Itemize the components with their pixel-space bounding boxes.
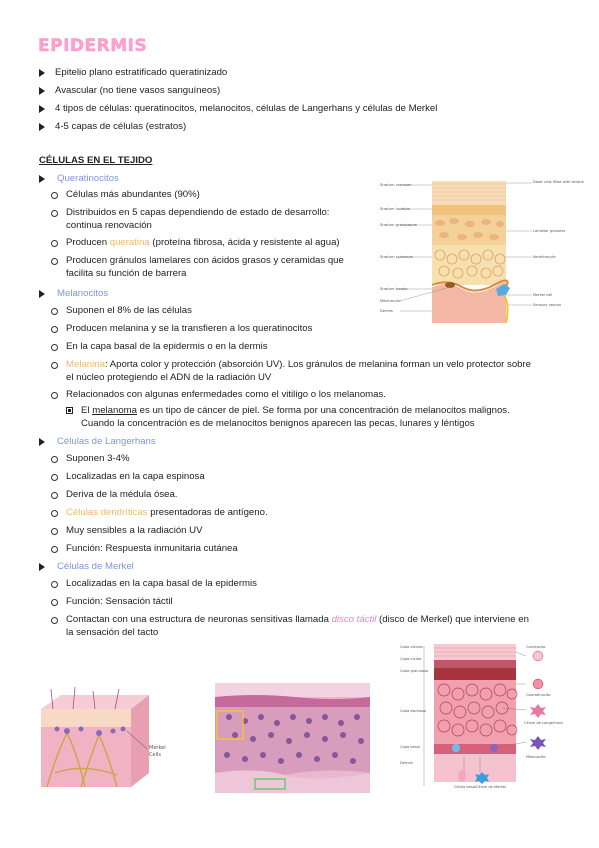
- list-item: Localizadas en la capa espinosa: [66, 471, 205, 482]
- list-item: [66, 507, 268, 519]
- text-run: : Aporta color y protección (absorción UV). Los gránulos de melanina forman un velo protector sobre: [104, 359, 532, 370]
- arrow-bullet-icon: [39, 175, 45, 183]
- circle-bullet-icon: [51, 210, 58, 217]
- fig1-label: Lamellar granules: [533, 229, 566, 233]
- arrow-bullet-icon: [39, 563, 45, 571]
- merkel-cells-figure: [37, 683, 192, 793]
- highlight-disco-tactil: disco táctil: [331, 614, 377, 625]
- section-heading: CÉLULAS EN EL TEJIDO: [39, 155, 153, 166]
- arrow-bullet-icon: [39, 438, 45, 446]
- fig4-label: Célula basal: [454, 785, 476, 789]
- fig1-label: Stratum corneum: [380, 183, 412, 187]
- circle-bullet-icon: [51, 192, 58, 199]
- circle-bullet-icon: [51, 474, 58, 481]
- circle-bullet-icon: [51, 258, 58, 265]
- circle-bullet-icon: [51, 344, 58, 351]
- arrow-bullet-icon: [39, 105, 45, 113]
- circle-bullet-icon: [51, 528, 58, 535]
- fig4-label: Célula de Langerhans: [524, 721, 563, 725]
- fig4-label: Capa lúcida: [400, 657, 422, 661]
- list-item: Producen melanina y se la transfieren a los queratinocitos: [66, 323, 313, 334]
- highlight-celulas-dendriticas: Células dendríticas: [66, 507, 148, 518]
- fig4-label: Capa granulosa: [400, 669, 429, 673]
- highlight-melanina: Melanina: [66, 359, 105, 370]
- fig4-label: Célula de Merkel: [476, 785, 506, 789]
- epidermis-layers-figure: [378, 177, 584, 323]
- fig4-label: Capa basal: [400, 745, 420, 749]
- list-item: Suponen 3-4%: [66, 453, 130, 464]
- fig4-label: Corneocito: [526, 645, 546, 649]
- fig4-label: Melanocito: [526, 755, 546, 759]
- circle-bullet-icon: [51, 510, 58, 517]
- fig1-label: Dermis: [380, 309, 393, 313]
- merkel-heading: Células de Merkel: [57, 561, 134, 572]
- fig4-label: Dermis: [400, 761, 413, 765]
- text-run: presentadoras de antígeno.: [147, 507, 268, 518]
- fig1-label: Keratinocyte: [533, 255, 556, 259]
- circle-bullet-icon: [51, 599, 58, 606]
- list-item: [66, 359, 531, 371]
- fig1-label: Melanocyte: [380, 299, 401, 303]
- list-item: Muy sensibles a la radiación UV: [66, 525, 203, 536]
- highlight-queratina: queratina: [109, 237, 150, 248]
- text-run: Contactan con una estructura de neuronas sensitivas llamada: [66, 614, 332, 625]
- list-item-continuation: continua renovación: [66, 220, 152, 231]
- list-item-continuation: facilita su función de barrera: [66, 268, 187, 279]
- list-item: Producen gránulos lamelares con ácidos grasos y ceramidas que: [66, 255, 344, 266]
- epidermis-cells-illustration: [398, 640, 563, 792]
- fig1-label: Sensory neuron: [533, 303, 562, 307]
- epidermis-layers-illustration: [378, 177, 584, 323]
- list-item: Función: Respuesta inmunitaria cutánea: [66, 543, 238, 554]
- sub-list-item: [81, 405, 510, 417]
- text-run: (proteína fibrosa, ácida y resistente al agua): [149, 237, 340, 248]
- intro-item: Epitelio plano estratificado queratinizado: [55, 67, 228, 78]
- list-item: Distribuidos en 5 capas dependiendo de estado de desarrollo:: [66, 207, 330, 218]
- fig1-label: Stratum granulosum: [380, 223, 418, 227]
- text-run: Producen: [66, 237, 110, 248]
- intro-item: Avascular (no tiene vasos sanguíneos): [55, 85, 221, 96]
- list-item: Localizadas en la capa basal de la epidermis: [66, 578, 257, 589]
- histology-micrograph-figure: [215, 683, 370, 793]
- circle-bullet-icon: [51, 581, 58, 588]
- arrow-bullet-icon: [39, 69, 45, 77]
- fig1-label: Dead cells filled with keratin: [533, 180, 584, 184]
- text-run: (disco de Merkel) que interviene en: [376, 614, 529, 625]
- text-run: El: [81, 405, 93, 416]
- list-item: Suponen el 8% de las células: [66, 305, 192, 316]
- fig4-label: Capa córnea: [400, 645, 423, 649]
- circle-bullet-icon: [51, 326, 58, 333]
- page-title: EPIDERMIS: [38, 36, 148, 56]
- fig1-label: Merkel cell: [533, 293, 553, 297]
- arrow-bullet-icon: [39, 123, 45, 131]
- arrow-bullet-icon: [39, 87, 45, 95]
- arrow-bullet-icon: [39, 290, 45, 298]
- list-item-continuation: el núcleo protegiendo el ADN de la radiación UV: [66, 372, 272, 383]
- fig1-label: Stratum basale: [380, 287, 408, 291]
- square-bullet-icon: [66, 407, 73, 414]
- intro-item: 4-5 capas de células (estratos): [55, 121, 187, 132]
- circle-bullet-icon: [51, 492, 58, 499]
- fig4-label: Capa espinosa: [400, 709, 427, 713]
- text-run: es un tipo de cáncer de piel. Se forma por una concentración de melanocitos malignos.: [137, 405, 510, 416]
- list-item: Deriva de la médula ósea.: [66, 489, 178, 500]
- list-item: En la capa basal de la epidermis o en la dermis: [66, 341, 268, 352]
- fig1-label: Stratum lucidum: [380, 207, 411, 211]
- queratinocitos-heading: Queratinocitos: [57, 173, 119, 184]
- melanocitos-heading: Melanocitos: [57, 288, 109, 299]
- fig2-label: Cells: [149, 752, 161, 758]
- circle-bullet-icon: [51, 546, 58, 553]
- fig4-label: Queratinocito: [526, 693, 551, 697]
- circle-bullet-icon: [51, 456, 58, 463]
- list-item: [66, 237, 340, 249]
- fig1-label: Stratum spinosum: [380, 255, 413, 259]
- epidermis-cells-figure: [398, 640, 563, 792]
- list-item: [66, 614, 529, 626]
- intro-item: 4 tipos de células: queratinocitos, melanocitos, células de Langerhans y células de Merkel: [55, 103, 438, 114]
- list-item-continuation: la sensación del tacto: [66, 627, 159, 638]
- list-item: Relacionados con algunas enfermedades como el vitiligo o los melanomas.: [66, 389, 386, 400]
- underline-melanoma: melanoma: [92, 405, 137, 416]
- circle-bullet-icon: [51, 308, 58, 315]
- list-item: Función: Sensación táctil: [66, 596, 173, 607]
- circle-bullet-icon: [51, 392, 58, 399]
- fig2-label: Merkel: [149, 745, 166, 751]
- list-item: Células más abundantes (90%): [66, 189, 200, 200]
- sub-list-item-continuation: Cuando la concentración es de melanocitos benignos aparecen las pecas, lunares y léntigos: [81, 418, 475, 429]
- circle-bullet-icon: [51, 617, 58, 624]
- circle-bullet-icon: [51, 362, 58, 369]
- histology-micrograph: [215, 683, 370, 793]
- merkel-cells-illustration: [37, 683, 192, 793]
- circle-bullet-icon: [51, 240, 58, 247]
- langerhans-heading: Células de Langerhans: [57, 436, 156, 447]
